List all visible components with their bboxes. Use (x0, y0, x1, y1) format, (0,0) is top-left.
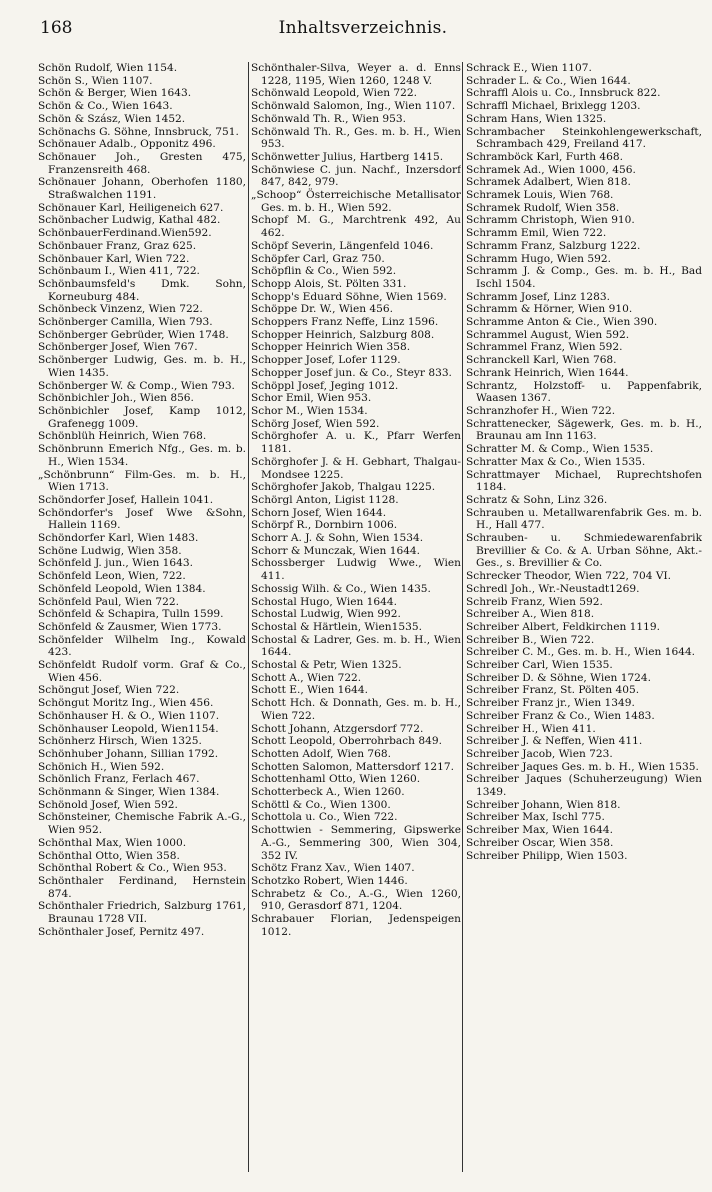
index-entry: Schranzhofer H., Wien 722. (466, 404, 616, 417)
index-entry: Schrattmayer Michael, Ruprechtshofen 1184. (466, 468, 702, 494)
index-entry: Schörpf R., Dornbirn 1006. (251, 519, 398, 532)
index-entry: Schöpflin & Co., Wien 592. (251, 265, 397, 278)
index-entry: Schott Leopold, Oberrohrbach 849. (251, 735, 442, 748)
index-entry: Schotzko Robert, Wien 1446. (251, 875, 408, 887)
index-entry: Schopper Josef jun. & Co., Steyr 833. (251, 366, 452, 379)
index-entry: Schramme Anton & Cie., Wien 390. (466, 316, 658, 329)
index-entry: Schramm Josef, Linz 1283. (466, 290, 610, 303)
index-entry: Schönfeld Leon, Wien, 722. (38, 570, 186, 583)
index-entry: Schorr A. J. & Sohn, Wien 1534. (251, 532, 424, 545)
index-entry: Schreiber Philipp, Wien 1503. (466, 849, 628, 862)
index-entry: Schön S., Wien 1107. (38, 74, 153, 87)
index-entry: Schorn Josef, Wien 1644. (251, 506, 387, 519)
page-header (40, 18, 686, 44)
index-entry: Schreiber Jaques Ges. m. b. H., Wien 1535. (466, 760, 699, 773)
index-entry: Schreiber Franz, St. Pölten 405. (466, 684, 640, 697)
index-entry: Schönfeld & Zausmer, Wien 1773. (38, 620, 222, 633)
index-entry: Schönthaler Friedrich, Salzburg 1761, Braunau 1728 VII. (38, 900, 246, 926)
index-entry: Schopper Josef, Lofer 1129. (251, 354, 401, 367)
index-entry: „Schoop“ Österreichische Metallisator Ges. m. b. H., Wien 592. (251, 189, 461, 214)
index-entry: Schönwald Leopold, Wien 722. (251, 87, 418, 100)
index-entry: Schor M., Wien 1534. (251, 404, 368, 417)
index-entry: Schönbrunn Emerich Nfg., Ges. m. b. H., Wien 1534. (38, 443, 246, 468)
index-entry: Schredl Joh., Wr.-Neustadt1269. (466, 582, 640, 595)
index-entry: Schreiber C. M., Ges. m. b. H., Wien 1644. (466, 646, 696, 659)
index-entry: Schostal Hugo, Wien 1644. (251, 595, 397, 608)
index-entry: Schreiber Jaques (Schuherzeugung) Wien 1349. (466, 773, 702, 799)
index-entry: Schott Johann, Atzgersdorf 772. (251, 722, 424, 735)
index-entry: Schönberger W. & Comp., Wien 793. (38, 379, 235, 392)
index-entry: Schönhauser Leopold, Wien1154. (38, 722, 219, 735)
index-entry: Schönbaumsfeld's Dmk. Sohn, Korneuburg 484. (38, 277, 246, 303)
index-entry: Schostal & Ladrer, Ges. m. b. H., Wien 1644. (251, 633, 461, 659)
index-entry: Schorr & Munczak, Wien 1644. (251, 544, 421, 557)
index-entry: Schreiber Max, Ischl 775. (466, 811, 605, 824)
index-entry: Schönold Josef, Wien 592. (38, 798, 178, 811)
index-entry: Schönthal Max, Wien 1000. (38, 836, 187, 849)
index-entry: Schrammel Franz, Wien 592. (466, 341, 623, 354)
index-entry: Schöpf Severin, Längenfeld 1046. (251, 239, 434, 252)
index-entry: Schöndorfer Josef, Hallein 1041. (38, 493, 214, 506)
index-entry: Schönbauer Franz, Graz 625. (38, 239, 197, 252)
index-entry: Schreiber Jacob, Wien 723. (466, 747, 613, 760)
index-entry: Schreiber Franz & Co., Wien 1483. (466, 709, 655, 722)
index-entry: Schramböck Karl, Furth 468. (466, 150, 624, 163)
index-entry: Schopper Heinrich, Salzburg 808. (251, 328, 435, 341)
index-columns (38, 62, 704, 1172)
index-entry: Schönauer Joh., Gresten 475, Franzensreith 468. (38, 150, 246, 176)
index-entry: Schrammel August, Wien 592. (466, 328, 630, 341)
index-entry: Schopp Alois, St. Pölten 331. (251, 277, 407, 290)
index-entry: Schopper Heinrich Wien 358. (251, 341, 411, 354)
index-entry: Schönwiese C. jun. Nachf., Inzersdorf 847, 842, 979. (251, 163, 461, 189)
index-entry: Schönfeld & Schapira, Tulln 1599. (38, 608, 224, 621)
index-entry: Schönthaler Ferdinand, Hernstein 874. (38, 875, 246, 900)
index-entry: Schörgl Anton, Ligist 1128. (251, 493, 399, 506)
index-entry: SchönbauerFerdinand.Wien592. (38, 227, 212, 240)
index-entry: „Schönbrunn“ Film-Ges. m. b. H., Wien 1713. (38, 468, 246, 494)
index-entry: Schörghofer A. u. K., Pfarr Werfen 1181. (251, 430, 461, 456)
index-entry: Schönblüh Heinrich, Wien 768. (38, 430, 207, 443)
index-entry: Schreiber Oscar, Wien 358. (466, 836, 614, 849)
index-entry: Schönbacher Ludwig, Kathal 482. (38, 214, 221, 227)
index-entry: Schörghofer J. & H. Gebhart, Thalgau-Mondsee 1225. (251, 455, 461, 481)
index-entry: Schramek Rudolf, Wien 358. (466, 201, 620, 214)
index-entry: Schönlich Franz, Ferlach 467. (38, 773, 200, 786)
index-entry: Schrauben u. Metallwarenfabrik Ges. m. b. H., Hall 477. (466, 506, 702, 532)
index-entry: Schotten Salomon, Mattersdorf 1217. (251, 760, 454, 773)
index-entry: Schostal Ludwig, Wien 992. (251, 608, 401, 621)
index-entry: Schönfeldt Rudolf vorm. Graf & Co., Wien 456. (38, 659, 246, 684)
index-entry: Schramek Louis, Wien 768. (466, 189, 614, 202)
index-entry: Schossberger Ludwig Wwe., Wien 411. (251, 557, 461, 583)
index-entry: Schönbeck Vinzenz, Wien 722. (38, 303, 203, 316)
index-entry: Schrauben- u. Schmiedewarenfabrik Brevillier & Co. & A. Urban Söhne, Akt.-Ges., s. Brevillier & Co. (466, 532, 702, 570)
index-entry: Schönachs G. Söhne, Innsbruck, 751. (38, 125, 239, 138)
index-entry: Schreiber J. & Neffen, Wien 411. (466, 735, 643, 748)
index-entry: Schörg Josef, Wien 592. (251, 417, 380, 430)
index-entry: Schöngut Josef, Wien 722. (38, 684, 180, 697)
index-entry: Schöppl Josef, Jeging 1012. (251, 379, 399, 392)
index-entry: Schönich H., Wien 592. (38, 760, 165, 773)
index-entry: Schotterbeck A., Wien 1260. (251, 786, 405, 799)
index-entry: Schönhuber Johann, Sillian 1792. (38, 747, 219, 760)
index-entry: Schreiber H., Wien 411. (466, 722, 596, 735)
index-entry: Schön Rudolf, Wien 1154. (38, 62, 178, 74)
index-entry: Schönwald Th. R., Wien 953. (251, 112, 406, 125)
index-entry: Schott E., Wien 1644. (251, 684, 368, 697)
index-entry: Schöndorfer's Josef Wwe &Sohn, Hallein 1169. (38, 506, 246, 532)
index-entry: Schramm Hugo, Wien 592. (466, 252, 611, 265)
index-entry: Schopf M. G., Marchtrenk 492, Au 462. (251, 214, 461, 240)
index-entry: Schönfeld J. jun., Wien 1643. (38, 557, 194, 570)
index-entry: Schramm Franz, Salzburg 1222. (466, 239, 641, 252)
index-entry: Schönwetter Julius, Hartberg 1415. (251, 150, 444, 163)
index-entry: Schrecker Theodor, Wien 722, 704 VI. (466, 570, 672, 583)
index-entry: Schratter M. & Comp., Wien 1535. (466, 443, 654, 456)
index-entry: Schossig Wilh. & Co., Wien 1435. (251, 582, 431, 595)
index-column-3 (466, 62, 702, 1172)
index-entry: Schönthal Robert & Co., Wien 953. (38, 862, 227, 875)
index-entry: Schramm Emil, Wien 722. (466, 227, 607, 240)
index-entry: Schostal & Härtlein, Wien1535. (251, 620, 422, 633)
index-entry: Schottwien - Semmering, Gipswerke A.-G., Semmering 300, Wien 304, 352 IV. (251, 824, 461, 862)
index-entry: Schöpfer Carl, Graz 750. (251, 252, 385, 265)
index-entry: Schönsteiner, Chemische Fabrik A.-G., Wien 952. (38, 811, 246, 837)
index-column-2 (251, 62, 461, 1172)
index-entry: Schönberger Gebrüder, Wien 1748. (38, 328, 229, 341)
index-entry: Schöndorfer Karl, Wien 1483. (38, 532, 199, 545)
index-entry: Schönmann & Singer, Wien 1384. (38, 786, 220, 799)
index-entry: Schöne Ludwig, Wien 358. (38, 544, 182, 557)
index-entry: Schöppe Dr. W., Wien 456. (251, 303, 393, 316)
index-entry: Schönbauer Karl, Wien 722. (38, 252, 190, 265)
index-entry: Schöttl & Co., Wien 1300. (251, 798, 391, 811)
index-entry: Schönfeld Leopold, Wien 1384. (38, 582, 206, 595)
index-entry: Schönauer Adalb., Opponitz 496. (38, 138, 216, 151)
index-entry: Schön & Berger, Wien 1643. (38, 87, 192, 100)
index-entry: Schörghofer Jakob, Thalgau 1225. (251, 481, 436, 494)
index-entry: Schön & Co., Wien 1643. (38, 100, 173, 113)
index-entry: Schratz & Sohn, Linz 326. (466, 493, 608, 506)
index-entry: Schönauer Johann, Oberhofen 1180, Straßwalchen 1191. (38, 176, 246, 202)
index-entry: Schreiber Johann, Wien 818. (466, 798, 621, 811)
index-column-1 (38, 62, 246, 1172)
index-entry: Schreiber A., Wien 818. (466, 608, 595, 621)
index-entry: Schönbichler Joh., Wien 856. (38, 392, 194, 405)
index-entry: Schönwald Salomon, Ing., Wien 1107. (251, 100, 456, 113)
index-entry: Schott Hch. & Donnath, Ges. m. b. H., Wien 722. (251, 697, 461, 722)
index-entry: Schrambacher Steinkohlengewerkschaft, Schrambach 429, Freiland 417. (466, 125, 702, 151)
index-entry: Schreib Franz, Wien 592. (466, 595, 603, 608)
index-entry: Schön & Szász, Wien 1452. (38, 112, 186, 125)
index-entry: Schottenhaml Otto, Wien 1260. (251, 773, 421, 786)
index-entry: Schönbaum I., Wien 411, 722. (38, 265, 200, 278)
index-entry: Schramek Adalbert, Wien 818. (466, 176, 631, 189)
index-entry: Schönherz Hirsch, Wien 1325. (38, 735, 202, 748)
index-entry: Schönberger Josef, Wien 767. (38, 341, 198, 354)
index-entry: Schrattenecker, Sägewerk, Ges. m. b. H., Braunau am Inn 1163. (466, 417, 702, 443)
index-entry: Schreiber Carl, Wien 1535. (466, 659, 613, 672)
index-entry: Schönauer Karl, Heiligeneich 627. (38, 201, 224, 214)
index-entry: Schoppers Franz Neffe, Linz 1596. (251, 316, 439, 329)
index-entry: Schreiber Albert, Feldkirchen 1119. (466, 620, 660, 633)
index-entry: Schönbichler Josef, Kamp 1012, Grafenegg 1009. (38, 404, 246, 430)
index-entry: Schrabauer Florian, Jedenspeigen 1012. (251, 913, 461, 938)
index-entry: Schöngut Moritz Ing., Wien 456. (38, 697, 214, 710)
index-entry: Schrabetz & Co., A.-G., Wien 1260, 910, Gerasdorf 871, 1204. (251, 887, 461, 913)
index-entry: Schreiber Franz jr., Wien 1349. (466, 697, 635, 710)
index-entry: Schramm Christoph, Wien 910. (466, 214, 635, 227)
index-entry: Schrader L. & Co., Wien 1644. (466, 74, 631, 87)
index-entry: Schönberger Camilla, Wien 793. (38, 316, 213, 329)
index-entry: Schreiber Max, Wien 1644. (466, 824, 613, 837)
index-entry: Schönthaler-Silva, Weyer a. d. Enns 1228, 1195, Wien 1260, 1248 V. (251, 62, 461, 87)
index-entry: Schötz Franz Xav., Wien 1407. (251, 862, 415, 875)
index-entry: Schott A., Wien 722. (251, 671, 362, 684)
index-entry: Schostal & Petr, Wien 1325. (251, 659, 402, 672)
index-entry: Schönfeld Paul, Wien 722. (38, 595, 179, 608)
index-entry: Schor Emil, Wien 953. (251, 392, 372, 405)
index-entry: Schranckell Karl, Wien 768. (466, 354, 617, 367)
index-entry: Schreiber B., Wien 722. (466, 633, 595, 646)
index-entry: Schrank Heinrich, Wien 1644. (466, 366, 629, 379)
index-entry: Schramek Ad., Wien 1000, 456. (466, 163, 636, 176)
index-entry: Schrantz, Holzstoff- u. Pappenfabrik, Waasen 1367. (466, 379, 702, 405)
index-entry: Schotten Adolf, Wien 768. (251, 747, 391, 760)
index-entry: Schraffl Michael, Brixlegg 1203. (466, 100, 641, 113)
index-entry: Schramm J. & Comp., Ges. m. b. H., Bad Ischl 1504. (466, 265, 702, 290)
index-entry: Schönberger Ludwig, Ges. m. b. H., Wien 1435. (38, 354, 246, 379)
index-entry: Schraffl Alois u. Co., Innsbruck 822. (466, 87, 661, 100)
index-entry: Schrack E., Wien 1107. (466, 62, 592, 74)
index-entry: Schönfelder Wilhelm Ing., Kowald 423. (38, 633, 246, 659)
page-number: 168 (40, 18, 73, 38)
index-entry: Schottola u. Co., Wien 722. (251, 811, 398, 824)
index-entry: Schramm & Hörner, Wien 910. (466, 303, 633, 316)
index-entry: Schratter Max & Co., Wien 1535. (466, 455, 646, 468)
index-entry: Schönthal Otto, Wien 358. (38, 849, 180, 862)
page-title: Inhaltsverzeichnis. (278, 18, 448, 38)
index-entry: Schopp's Eduard Söhne, Wien 1569. (251, 290, 447, 303)
index-entry: Schönthaler Josef, Pernitz 497. (38, 925, 205, 938)
index-entry: Schram Hans, Wien 1325. (466, 112, 607, 125)
index-entry: Schreiber D. & Söhne, Wien 1724. (466, 671, 652, 684)
index-entry: Schönhauser H. & O., Wien 1107. (38, 709, 220, 722)
index-entry: Schönwald Th. R., Ges. m. b. H., Wien 953. (251, 125, 461, 151)
